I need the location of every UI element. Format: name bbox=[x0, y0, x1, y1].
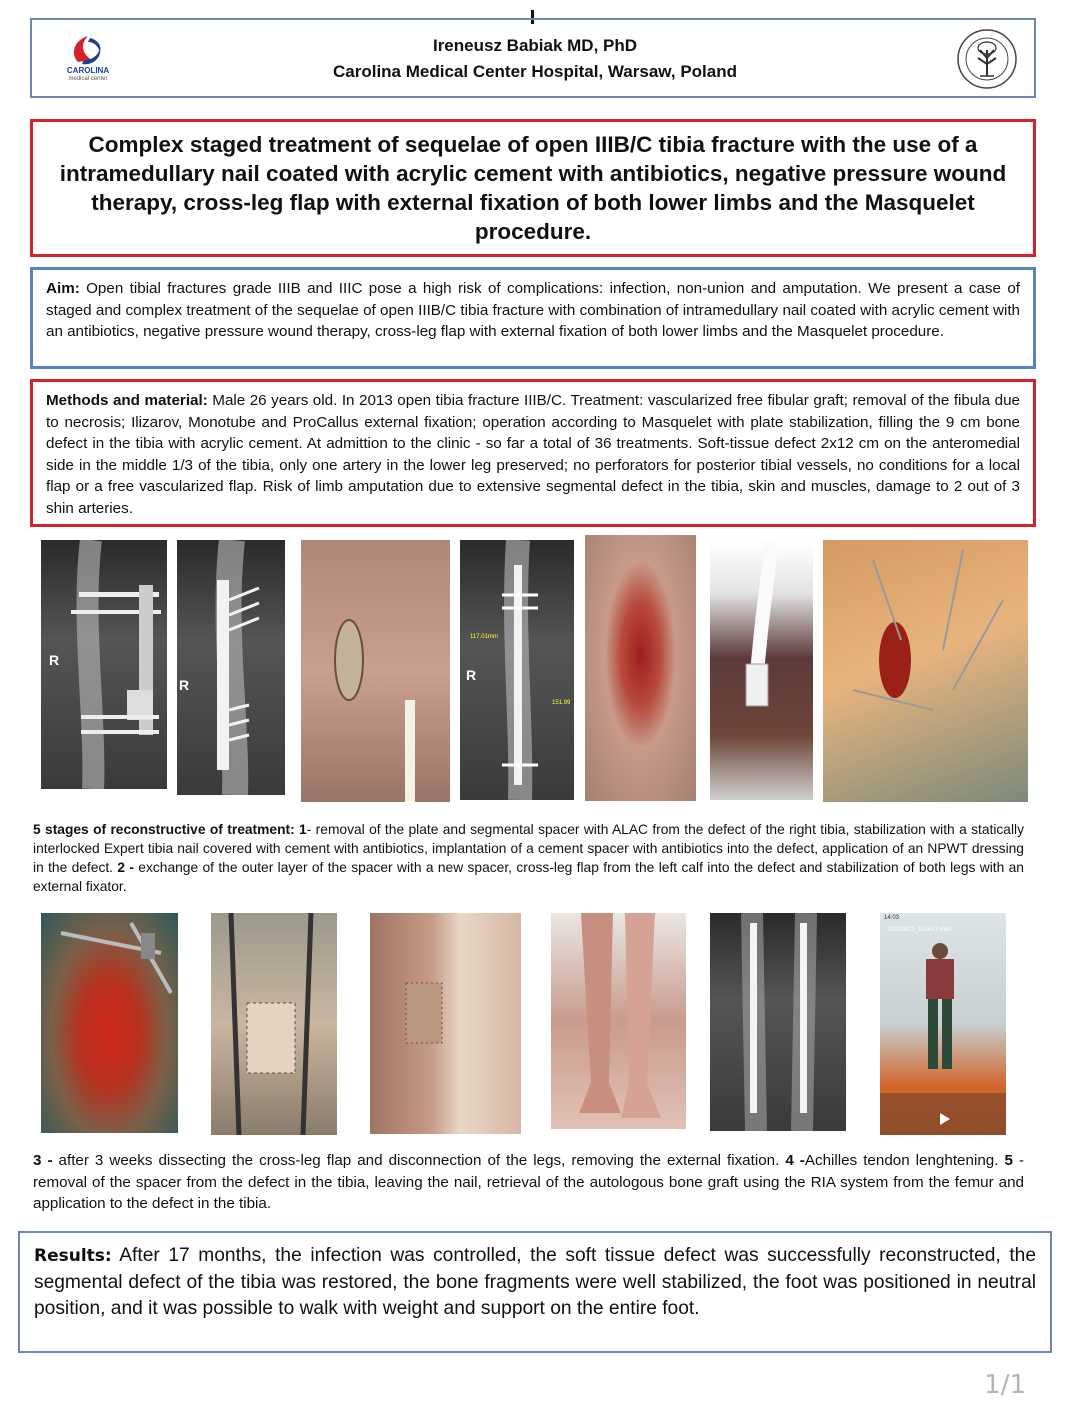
stages-caption-1 bbox=[33, 820, 1024, 896]
svg-text:R: R bbox=[49, 652, 60, 668]
logo-subtitle: medical center bbox=[68, 76, 108, 82]
methods-label: Methods and material: bbox=[46, 392, 208, 409]
xray-external-fixator-photo bbox=[41, 540, 167, 789]
author-name: Ireneusz Babiak MD, PhD bbox=[432, 36, 638, 55]
xray-plate-stabilization-photo bbox=[177, 540, 285, 795]
flap-surgery-photo bbox=[41, 913, 178, 1133]
cross-leg-flap-healing-photo bbox=[211, 913, 337, 1135]
stage-1-text: - removal of the plate and segmental spacer with ALAC from the defect of the right tibia, stabilization with a statically interlocked Expert tibia nail covered with cement with antibiotics, implantation of a cement spacer with antibiotics into the defect, application of an NPWT dressing in the defect. bbox=[33, 822, 1024, 875]
logo-name: CAROLINA bbox=[66, 66, 110, 75]
stages-caption-2 bbox=[33, 1150, 1024, 1215]
stages-caption-label: 5 stages of reconstructive of treatment: bbox=[33, 822, 300, 837]
stage-4-number: 4 - bbox=[785, 1152, 805, 1169]
aim-section bbox=[30, 267, 1036, 369]
stage-3-text: after 3 weeks dissecting the cross-leg flap and disconnection of the legs, removing the external fixation. bbox=[52, 1152, 786, 1169]
svg-text:R: R bbox=[179, 677, 190, 693]
stage-2-text: exchange of the outer layer of the spacer with a new spacer, cross-leg flap from the left calf into the defect and stabilization of both legs with an external fixator. bbox=[33, 860, 1024, 894]
video-filename: 20210913_151647.mp4 bbox=[888, 927, 952, 933]
poster-header bbox=[30, 18, 1036, 98]
stage-5-number: 5 bbox=[1004, 1152, 1013, 1169]
methods-section bbox=[30, 379, 1036, 527]
soft-tissue-defect-photo bbox=[585, 535, 696, 801]
methods-text: Male 26 years old. In 2013 open tibia fracture IIIB/C. Treatment: vascularized free fibular graft; removal of the fibula due to necrosis; Ilizarov, Monotube and ProCallus external fixation; operation according to Masquelet with plate stabilization, filling the 9 cm bone defect in the tibia with acrylic cement. At admittion to the clinic - so far a total of 36 treatments. Soft-tissue defect 2x12 cm on the anteromedial side in the middle 1/3 of the tibia, only one artery in the lower leg preserved; no perforators for posterior tibial vessels, no conditions for a local flap or a free vascularized flap. Risk of limb amputation due to extensive segmental defect in the tibia, skin and muscles, damage to 2 out of 3 shin arteries. bbox=[46, 392, 1020, 517]
spacer-exposed-leg-photo bbox=[301, 540, 450, 802]
measurement-label-a: 117.01mm bbox=[470, 634, 498, 640]
standing-legs-photo bbox=[551, 913, 686, 1129]
society-seal-icon bbox=[956, 28, 1018, 90]
aim-label: Aim: bbox=[46, 280, 80, 297]
xray-final-both-tibiae-photo bbox=[710, 913, 846, 1131]
results-section bbox=[18, 1231, 1052, 1353]
affiliation: Carolina Medical Center Hospital, Warsaw, Poland bbox=[333, 62, 737, 81]
phone-time: 14:03 bbox=[884, 915, 900, 921]
results-label: Results: bbox=[34, 1246, 112, 1266]
measurement-label-b: 151.99 bbox=[552, 700, 571, 706]
title-frame bbox=[30, 119, 1036, 257]
stage-5-text: - removal of the spacer from the defect in the tibia, leaving the nail, retrieval of the autologous bone graft using the RIA system from the femur and application to the defect in the tibia. bbox=[33, 1152, 1024, 1212]
npwt-dressing-photo bbox=[710, 542, 813, 800]
results-text: After 17 months, the infection was controlled, the soft tissue defect was successfully reconstructed, the segmental defect of the tibia was restored, the bone fragments were well stabilized, the foot was positioned in neutral position, and it was possible to walk with weight and support on the entire foot. bbox=[34, 1245, 1036, 1319]
xray-intramedullary-nail-photo bbox=[460, 540, 574, 800]
cross-leg-flap-external-fixation-photo bbox=[823, 540, 1028, 802]
walking-video-screenshot bbox=[880, 913, 1006, 1135]
stage-1-number: 1 bbox=[299, 822, 307, 837]
legs-after-disconnection-photo bbox=[370, 913, 521, 1134]
page-number: 1/1 bbox=[984, 1370, 1026, 1400]
stage-4-text: Achilles tendon lenghtening. bbox=[804, 1152, 1005, 1169]
stage-2-number: 2 - bbox=[117, 860, 134, 875]
stage-3-number: 3 - bbox=[33, 1152, 53, 1169]
aim-text: Open tibial fractures grade IIIB and IIIC pose a high risk of complications: infection, non-union and amputation. We present a case of staged and complex treatment of the sequelae of open IIIB/C tibia fracture with combination of intramedullary nail coated with acrylic cement with an antibiotics, negative pressure wound therapy, cross-leg flap with external fixation of both lower limbs and the Masquelet procedure. bbox=[46, 280, 1020, 340]
svg-text:R: R bbox=[466, 667, 477, 683]
poster-title: Complex staged treatment of sequelae of open IIIB/C tibia fracture with the use of a intramedullary nail coated with acrylic cement with antibiotics, negative pressure wound therapy, cross-leg flap with external fixation of both lower limbs and the Masquelet procedure. bbox=[59, 132, 1007, 244]
